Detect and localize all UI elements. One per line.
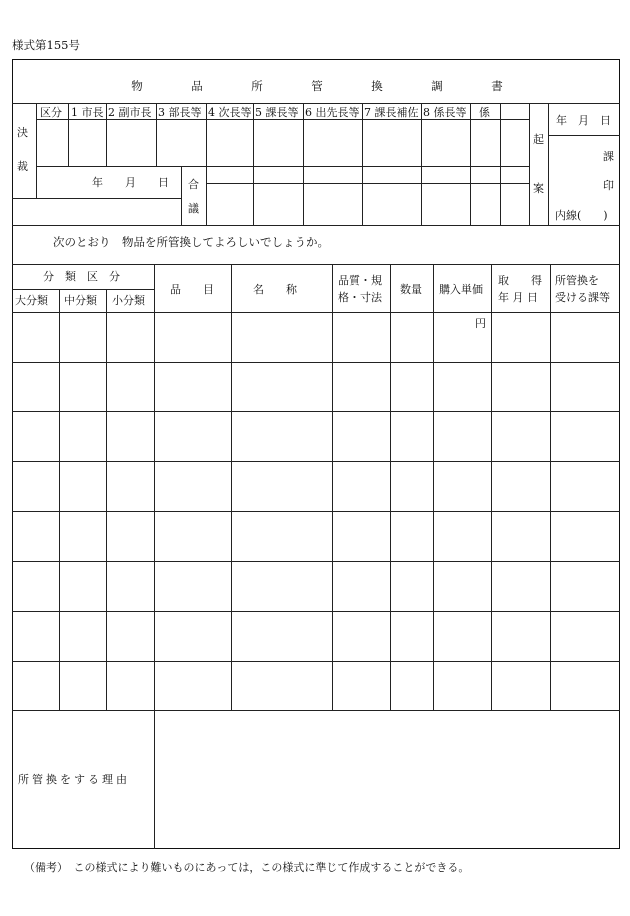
quantity-header: 数量 <box>400 283 422 296</box>
kian-date-label: 年 月 日 <box>556 114 611 127</box>
price-header: 購入単価 <box>439 283 483 296</box>
spec-header-line: 品質・規 <box>338 274 382 287</box>
price-unit: 円 <box>475 317 486 330</box>
dept-header-line: 受ける課等 <box>555 291 610 304</box>
kian-extension-label: 内線( ) <box>555 209 608 222</box>
form-number: 様式第155号 <box>12 38 80 52</box>
title-char: 管 <box>311 79 323 93</box>
item-header: 品 目 <box>170 283 214 296</box>
dept-header-line: 所管換を <box>555 274 599 287</box>
spec-header-line: 格・寸法 <box>338 291 382 304</box>
acquired-header-line: 取 得 <box>498 274 542 287</box>
approval-column-label: 2 副市長 <box>108 106 152 119</box>
title-char: 品 <box>191 79 203 93</box>
title-char: 書 <box>491 79 503 93</box>
approval-column-label: 1 市長 <box>71 106 104 119</box>
category-sub-header: 中分類 <box>64 294 97 307</box>
kian-seal-char: 印 <box>603 179 614 192</box>
reason-label: 所管換をする理由 <box>18 773 130 786</box>
kian-char: 案 <box>533 182 544 195</box>
kian-char: 起 <box>533 133 544 146</box>
kian-section-char: 課 <box>603 150 614 163</box>
request-text: 次のとおり 物品を所管換してよろしいでしょうか。 <box>53 235 329 249</box>
approval-column-label: 8 係長等 <box>423 106 467 119</box>
approval-column-label: 4 次長等 <box>208 106 252 119</box>
approval-header-label: 区分 <box>40 106 62 119</box>
title-char: 所 <box>251 79 263 93</box>
approval-column-label: 5 課長等 <box>255 106 299 119</box>
category-sub-header: 小分類 <box>112 294 145 307</box>
approval-column-label: 3 部長等 <box>158 106 202 119</box>
acquired-header-line: 年 月 日 <box>498 291 538 304</box>
approval-column-label: 係 <box>479 106 490 119</box>
name-header: 名 称 <box>253 283 297 296</box>
kessai-char: 裁 <box>17 160 28 173</box>
category-header: 分 類 区 分 <box>43 270 120 283</box>
approval-column-label: 7 課長補佐 <box>364 106 419 119</box>
aigi-char: 議 <box>188 202 199 215</box>
footnote: （備考） この様式により難いものにあっては，この様式に準じて作成することができる。 <box>24 861 470 874</box>
category-sub-header: 大分類 <box>15 294 48 307</box>
aigi-char: 合 <box>188 178 199 191</box>
approval-date-label: 年 月 日 <box>92 176 169 189</box>
title-char: 物 <box>131 79 143 93</box>
title-char: 換 <box>371 79 383 93</box>
approval-column-label: 6 出先長等 <box>305 106 360 119</box>
title-char: 調 <box>431 79 443 93</box>
kessai-char: 決 <box>17 126 28 139</box>
